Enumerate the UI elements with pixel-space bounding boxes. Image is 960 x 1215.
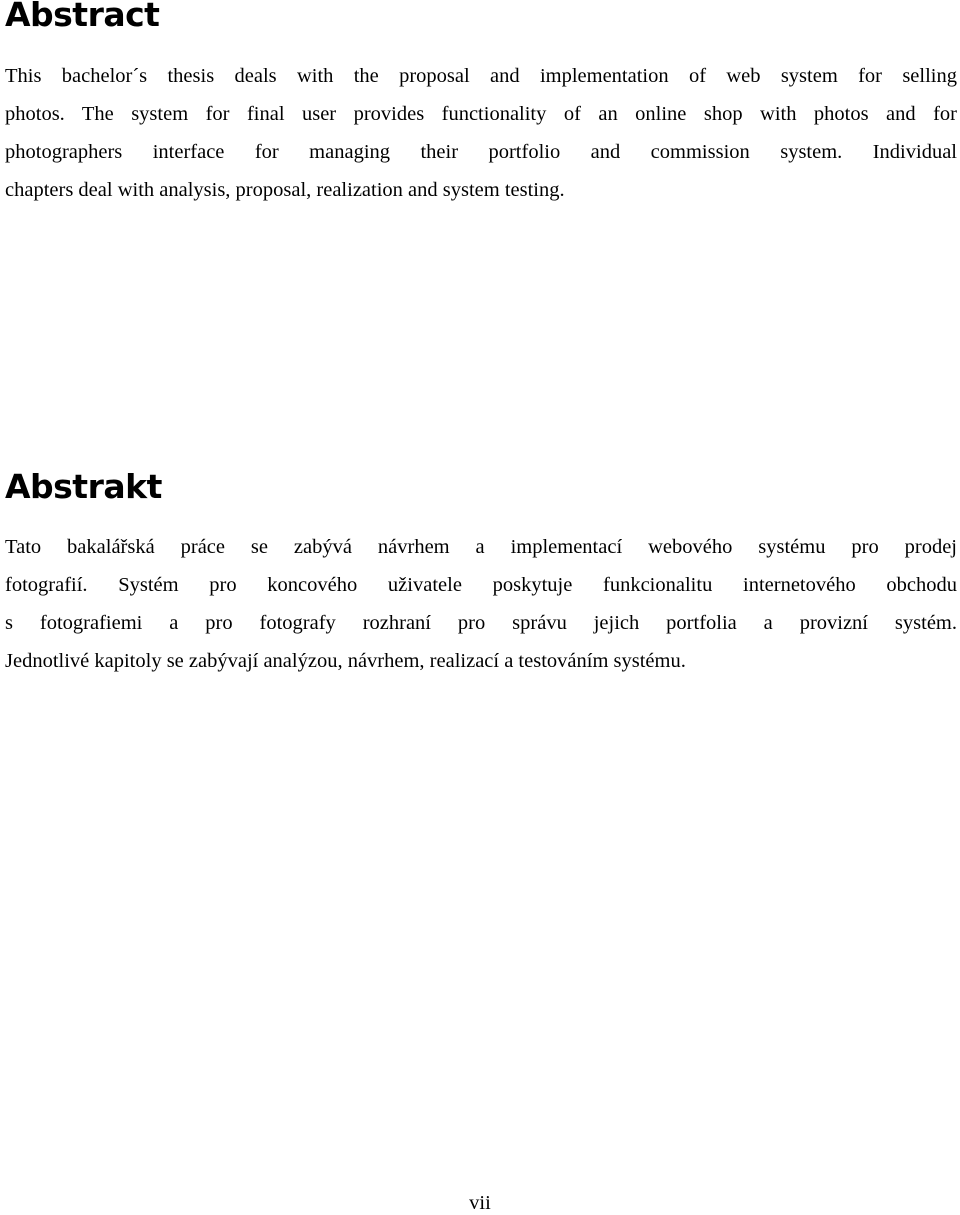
paragraph-line: chapters deal with analysis, proposal, realization and system testing. [5, 179, 565, 201]
paragraph-line: photos. The system for final user provides functionality of an online shop with photos and for [5, 103, 957, 125]
paragraph-line: Jednotlivé kapitoly se zabývají analýzou, návrhem, realizací a testováním systému. [5, 650, 686, 672]
paragraph-line: This bachelor´s thesis deals with the proposal and implementation of web system for selling [5, 65, 957, 87]
paragraph-line: s fotografiemi a pro fotografy rozhraní pro správu jejich portfolia a provizní systém. [5, 612, 957, 634]
paragraph-line: photographers interface for managing their portfolio and commission system. Individual [5, 141, 957, 163]
paragraph-line: fotografií. Systém pro koncového uživatele poskytuje funkcionalitu internetového obchodu [5, 574, 957, 596]
paragraph-line: Tato bakalářská práce se zabývá návrhem a implementací webového systému pro prodej [5, 536, 957, 558]
page-number: vii [469, 1192, 491, 1214]
abstract-heading: Abstract [5, 0, 160, 34]
abstrakt-cs-paragraph [5, 528, 957, 680]
abstrakt-heading: Abstrakt [5, 467, 162, 506]
abstract-en-paragraph [5, 57, 957, 209]
